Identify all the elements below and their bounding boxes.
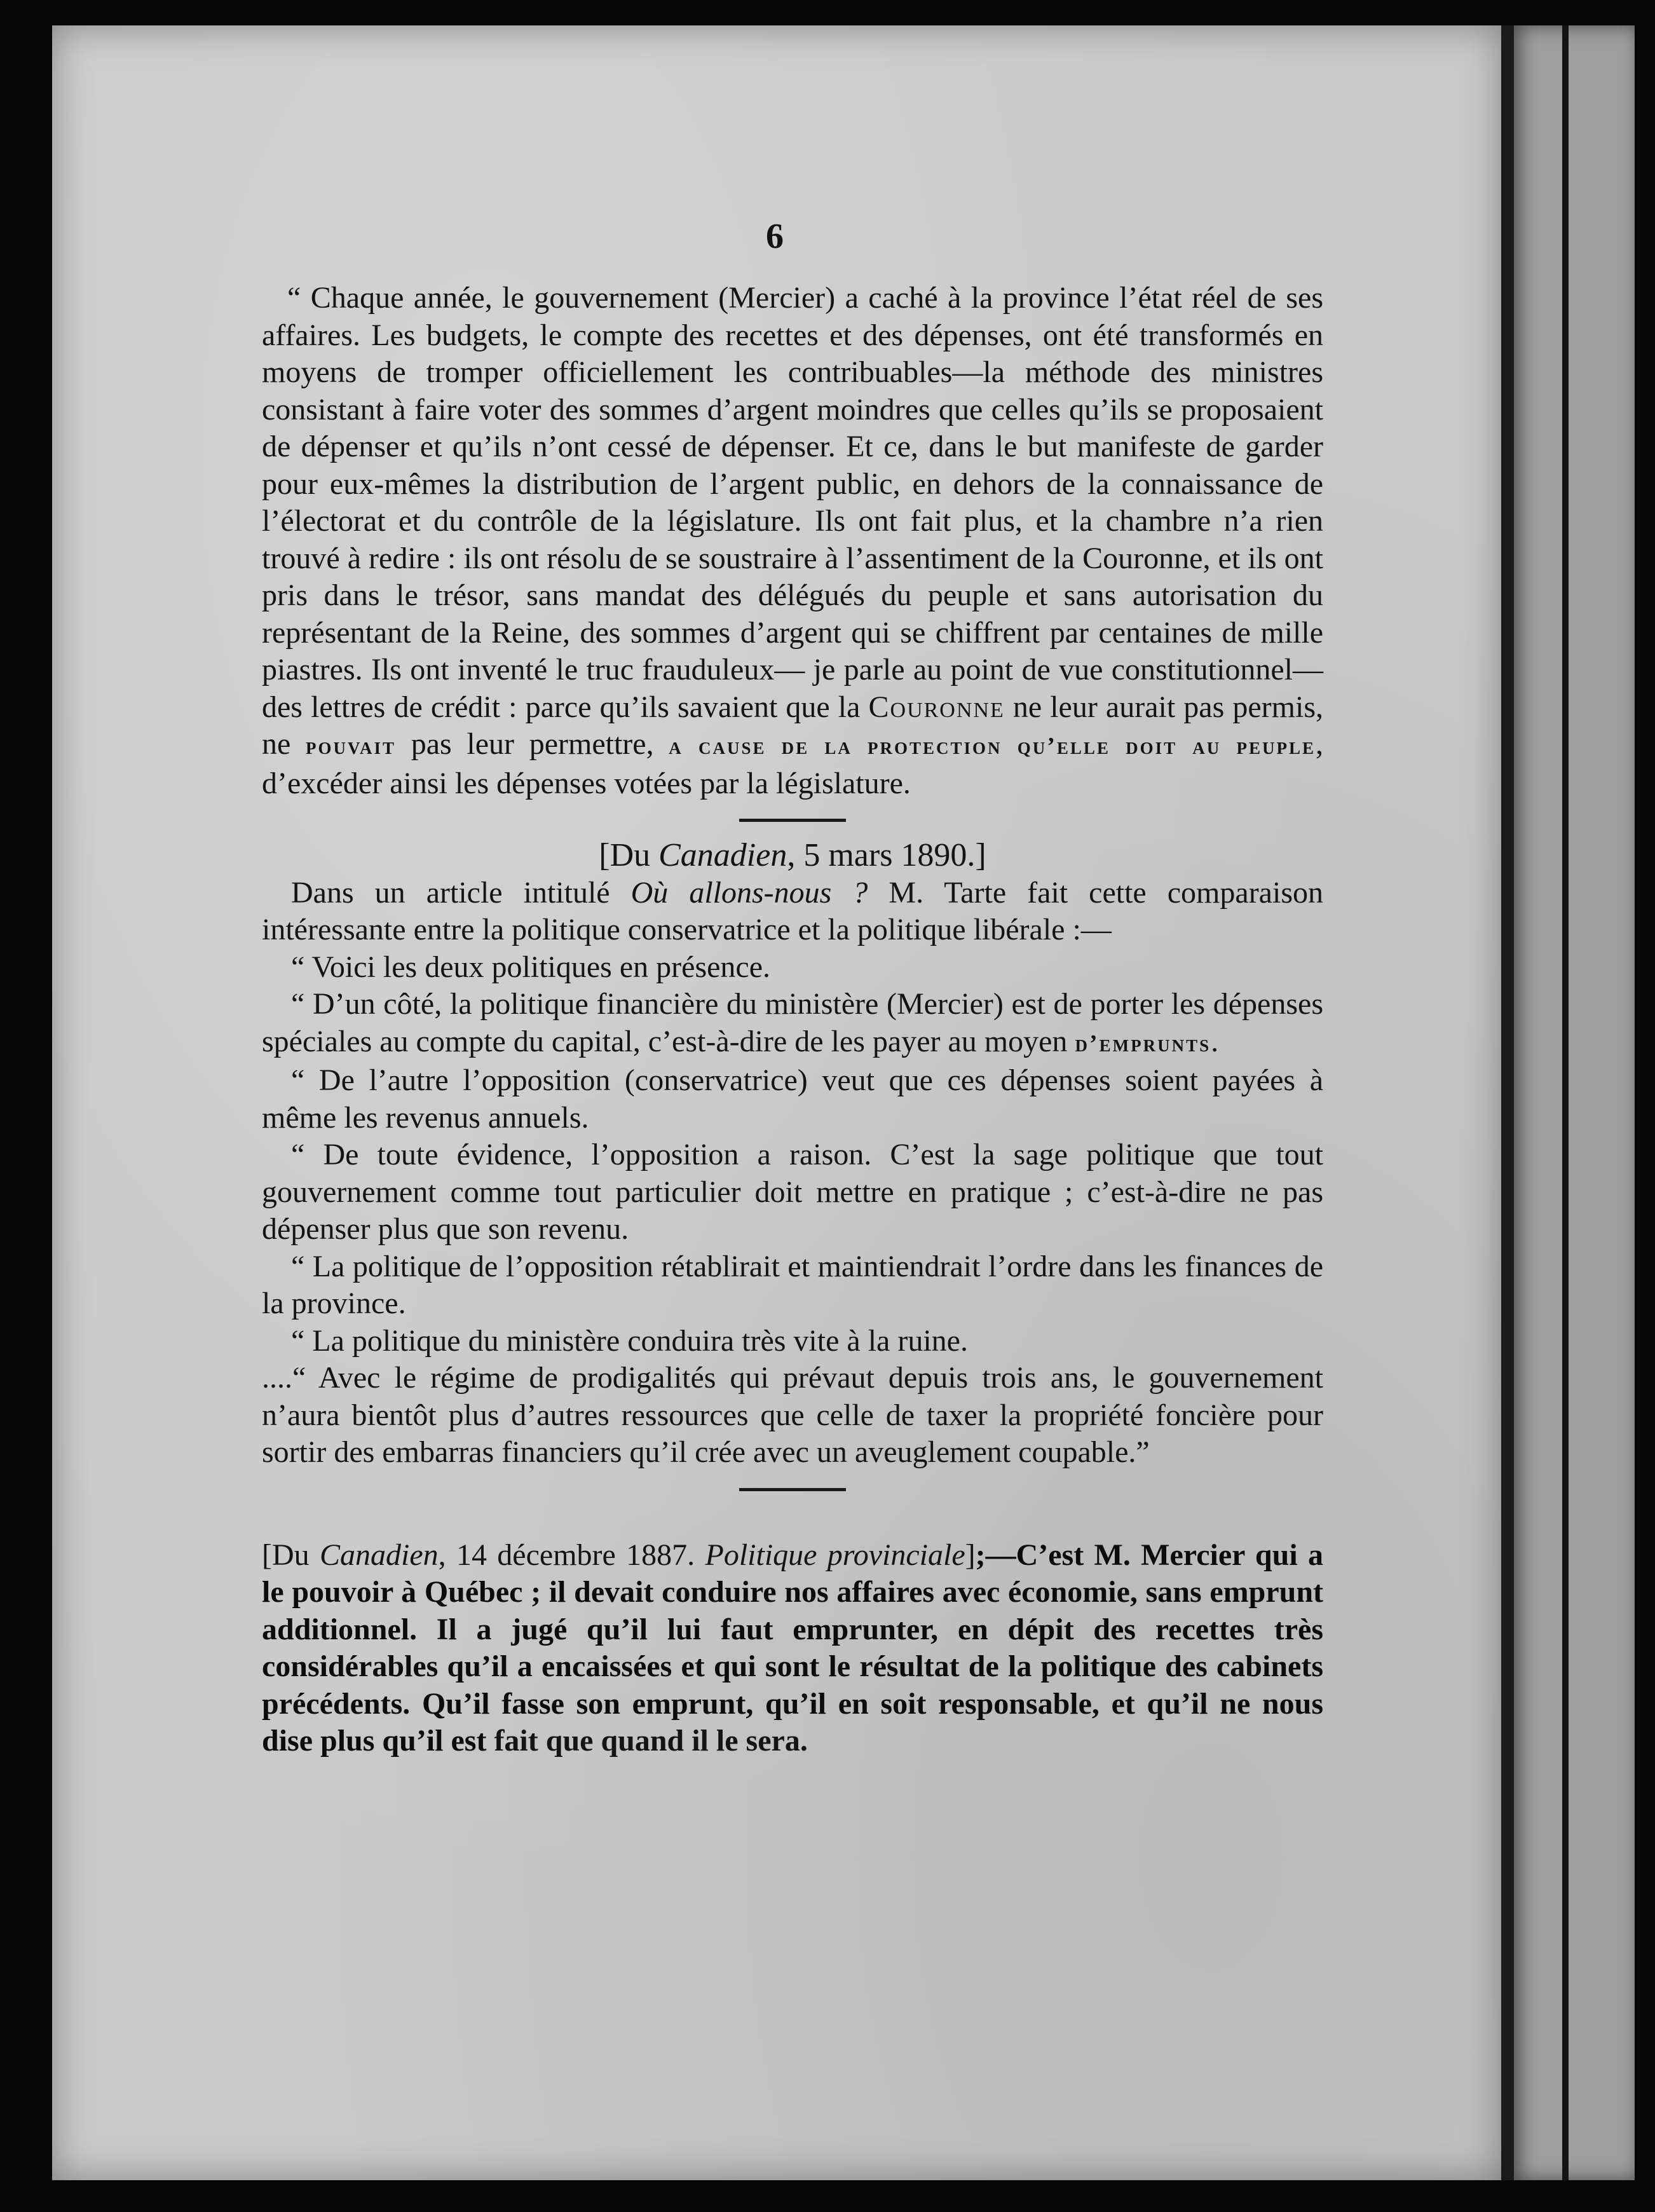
quoted-paragraph-mercier-government [262,280,1323,802]
quote-line [262,986,1323,1062]
paragraph-text: Dans un article intitulé [291,875,631,910]
dateline-text: , 14 décembre 1887. [438,1538,705,1572]
protection-smallcaps: a cause de la protection qu’elle doit au peuple [669,733,1316,760]
paragraph-text: fait que quand il le sera. [494,1724,808,1758]
pouvait-smallcaps: pouvait [306,733,397,760]
newspaper-name: Canadien [658,837,787,873]
paragraph-text: , d’excéder ainsi les dépenses votées par la législature. [262,727,1323,800]
dateline-canadien-1890 [262,837,1323,875]
paragraph-text: M. Tarte fait cette comparaison intéressante entre la politique conservatrice et la politique libérale :— [262,875,1323,946]
quote-line: “ De l’autre l’opposition (conservatrice) veut que ces dépenses soient payées à même les revenus annuels. [262,1063,1323,1135]
couronne-smallcaps: Couronne [868,690,1005,724]
newspaper-name: Canadien [319,1538,439,1572]
adjacent-page-rule [1562,25,1569,2180]
paragraph-text: “ D’un côté, la politique financière du ministère (Mercier) est de porter les dépenses spéciales au compte du capital, c’est-à-dire de les payer au moyen [262,987,1323,1058]
dateline-text: ] [965,1538,976,1572]
rubric-title: Politique provinciale [705,1538,965,1572]
quote-line: “ De toute évidence, l’opposition a raison. C’est la sage politique que tout gouvernement comme tout particulier doit mettre en pratique ; c’est-à-dire ne pas dépenser plus que son revenu. [262,1138,1323,1246]
page-number: 6 [766,217,784,256]
article-title: Où allons-nous ? [630,875,868,910]
quote-line: “ La politique du ministère conduira très vite à la ruine. [291,1323,968,1358]
paragraph-text: ne leur aurait pas permis, ne [262,690,1323,761]
quote-line: “ La politique de l’opposition rétablirait et maintiendrait l’ordre dans les finances de la province. [262,1249,1323,1320]
section-divider [739,819,846,822]
adjacent-page-strip [1514,25,1635,2180]
quote-line: “ Voici les deux politiques en présence. [291,950,771,984]
dateline-text: [Du [262,1538,320,1572]
page-body [262,280,1323,1760]
paragraph-canadien-1887 [262,1537,1323,1760]
paragraph-text: “ Chaque année, le gouvernement (Mercier) a caché à la province l’état réel de ses affaires. Les budgets, le compte des recettes et des dépenses, ont été transformés en moyens de tromper officiellement les contribuables—la méthode des ministres consistant à faire voter des sommes d’argent moindres que celles qu’ils se proposaient de dépenser et qu’ils n’ont cessé de dépenser. Et ce, dans le but manifeste de garder pour eux-mêmes la distribution de l’argent public, en dehors de la connaissance de l’électorat et du contrôle de la législature. Ils ont fait plus, et la chambre n’a rien trouvé à redire : ils ont résolu de se soustraire à l’assentiment de la Couronne, et ils ont pris dans le trésor, sans mandat des délégués du peuple et sans autorisation du représentant de la Reine, des sommes d’argent qui se chiffrent par centaines de mille piastres. Ils ont inventé le truc frauduleux— je parle au point de vue constitutionnel—des lettres de crédit : parce qu’ils savaient que la [262,281,1323,724]
intro-paragraph [262,875,1323,949]
dateline-text: , 5 mars 1890.] [787,837,986,873]
paragraph-text: pas leur permettre, [396,727,669,761]
page-edge-shadow [1501,25,1514,2180]
paragraph-text: ;—C’est M. Mercier qui a le pouvoir à Québec ; il devait conduire nos affaires avec économie, sans emprunt additionnel. Il a jugé qu’il lui faut emprunter, en dépit des recettes très considérables qu’il a encaissées et qui sont le résultat de la politique des cabinets précédents. Qu’il fasse son emprunt, qu’il en soit responsable, et qu’il ne nous dise plus qu’il est [262,1538,1323,1758]
quote-line: ....“ Avec le régime de prodigalités qui prévaut depuis trois ans, le gouvernement n’aura bientôt plus d’autres ressources que celle de taxer la propriété foncière pour sortir des embarras financiers qu’il crée avec un aveuglement coupable.” [262,1361,1323,1469]
spacer [262,1506,1323,1537]
emprunts-smallcaps: d’emprunts [1075,1030,1211,1057]
paragraph-text: . [1211,1024,1219,1058]
section-divider [739,1488,846,1491]
dateline-text: [Du [599,837,659,873]
